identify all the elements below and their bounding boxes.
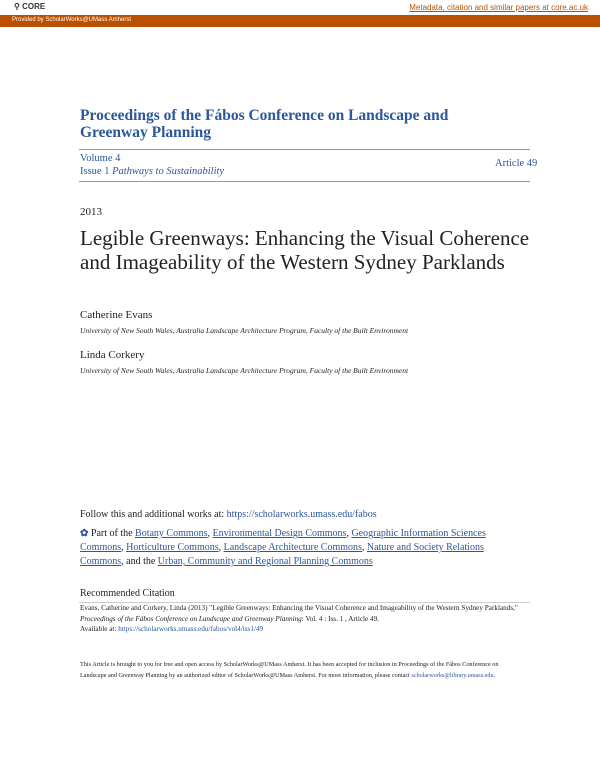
author-affiliation: University of New South Wales, Australia Landscape Architecture Program, Faculty of the Built Environment (80, 366, 409, 375)
discipline-link[interactable]: Urban, Community and Regional Planning Commons (157, 556, 373, 567)
provided-by-text: Provided by ScholarWorks@UMass Amherst (12, 17, 132, 23)
part-of-label: Part of the (90, 528, 133, 539)
contact-email[interactable]: scholarworks@library.umass.edu (411, 671, 494, 679)
follow-label: Follow this and additional works at: (80, 509, 225, 520)
divider (79, 181, 530, 182)
citation-part: : Vol. 4 : Iss. 1 , Article 49. (301, 614, 379, 623)
core-logo-text: CORE (22, 2, 46, 11)
commons-icon: ✿ (80, 528, 89, 539)
citation-url[interactable]: https://scholarworks.umass.edu/fabos/vol4/iss1/49 (118, 625, 264, 633)
and-the-text: , and the (121, 556, 156, 567)
core-metadata-link[interactable]: Metadata, citation and similar papers at core.ac.uk (409, 3, 588, 12)
author-affiliation: University of New South Wales, Australia Landscape Architecture Program, Faculty of the Built Environment (80, 326, 409, 335)
footer-text: This Article is brought to you for free and open access by ScholarWorks@UMass Amherst. It has been accepted for inclusion in Proceedings of the Fábos Conference on Landscape and Greenway Planning by an authorized editor of ScholarWorks@UMass Amherst. For more information, please contact (80, 661, 499, 679)
available-label: Available at: (80, 625, 117, 633)
discipline-link[interactable]: Landscape Architecture Commons (223, 542, 362, 553)
citation-heading: Recommended Citation (80, 588, 175, 599)
author-name: Catherine Evans (80, 309, 153, 321)
discipline-link[interactable]: Nature and Society Relations Commons (80, 542, 484, 567)
discipline-link[interactable]: Botany Commons (135, 528, 208, 539)
paper-title: Legible Greenways: Enhancing the Visual Coherence and Imageability of the Western Sydney Parklands (80, 226, 530, 274)
discipline-link[interactable]: Environmental Design Commons (212, 528, 347, 539)
footer-notice (80, 660, 525, 681)
article-link[interactable]: Article 49 (495, 158, 538, 169)
issue-name: Pathways to Sustainability (112, 166, 225, 177)
divider (79, 149, 530, 150)
follow-url[interactable]: https://scholarworks.umass.edu/fabos (226, 509, 377, 520)
citation-part: Evans, Catherine and Corkery, Linda (2013) "Legible Greenways: Enhancing the Visual Coherence and Imageability of the Western Sydney Parklands," (80, 604, 518, 612)
author-name: Linda Corkery (80, 349, 145, 361)
follow-line (80, 509, 377, 520)
issue-link[interactable] (80, 166, 224, 177)
issue-label: Issue 1 (80, 166, 110, 177)
year: 2013 (80, 206, 102, 218)
core-logo-icon: ⚲ (14, 2, 23, 11)
discipline-link[interactable]: Geographic Information Sciences Commons (80, 528, 486, 553)
part-of-disciplines: ✿ Part of the Botany Commons, Environmental Design Commons, Geographic Information Sciences Commons, Horticulture Commons, Landscape Architecture Commons, Nature and Society Relations Commons, and the Urban, Community and Regional Planning Commons (80, 528, 486, 567)
discipline-link[interactable]: Horticulture Commons (126, 542, 219, 553)
citation-text (80, 603, 525, 635)
footer-end: . (493, 671, 496, 679)
journal-title[interactable]: Proceedings of the Fábos Conference on Landscape and Greenway Planning (80, 107, 449, 141)
citation-journal: Proceedings of the Fábos Conference on Landscape and Greenway Planning (80, 614, 302, 623)
volume-link[interactable]: Volume 4 (80, 153, 121, 164)
core-logo[interactable] (14, 2, 45, 11)
